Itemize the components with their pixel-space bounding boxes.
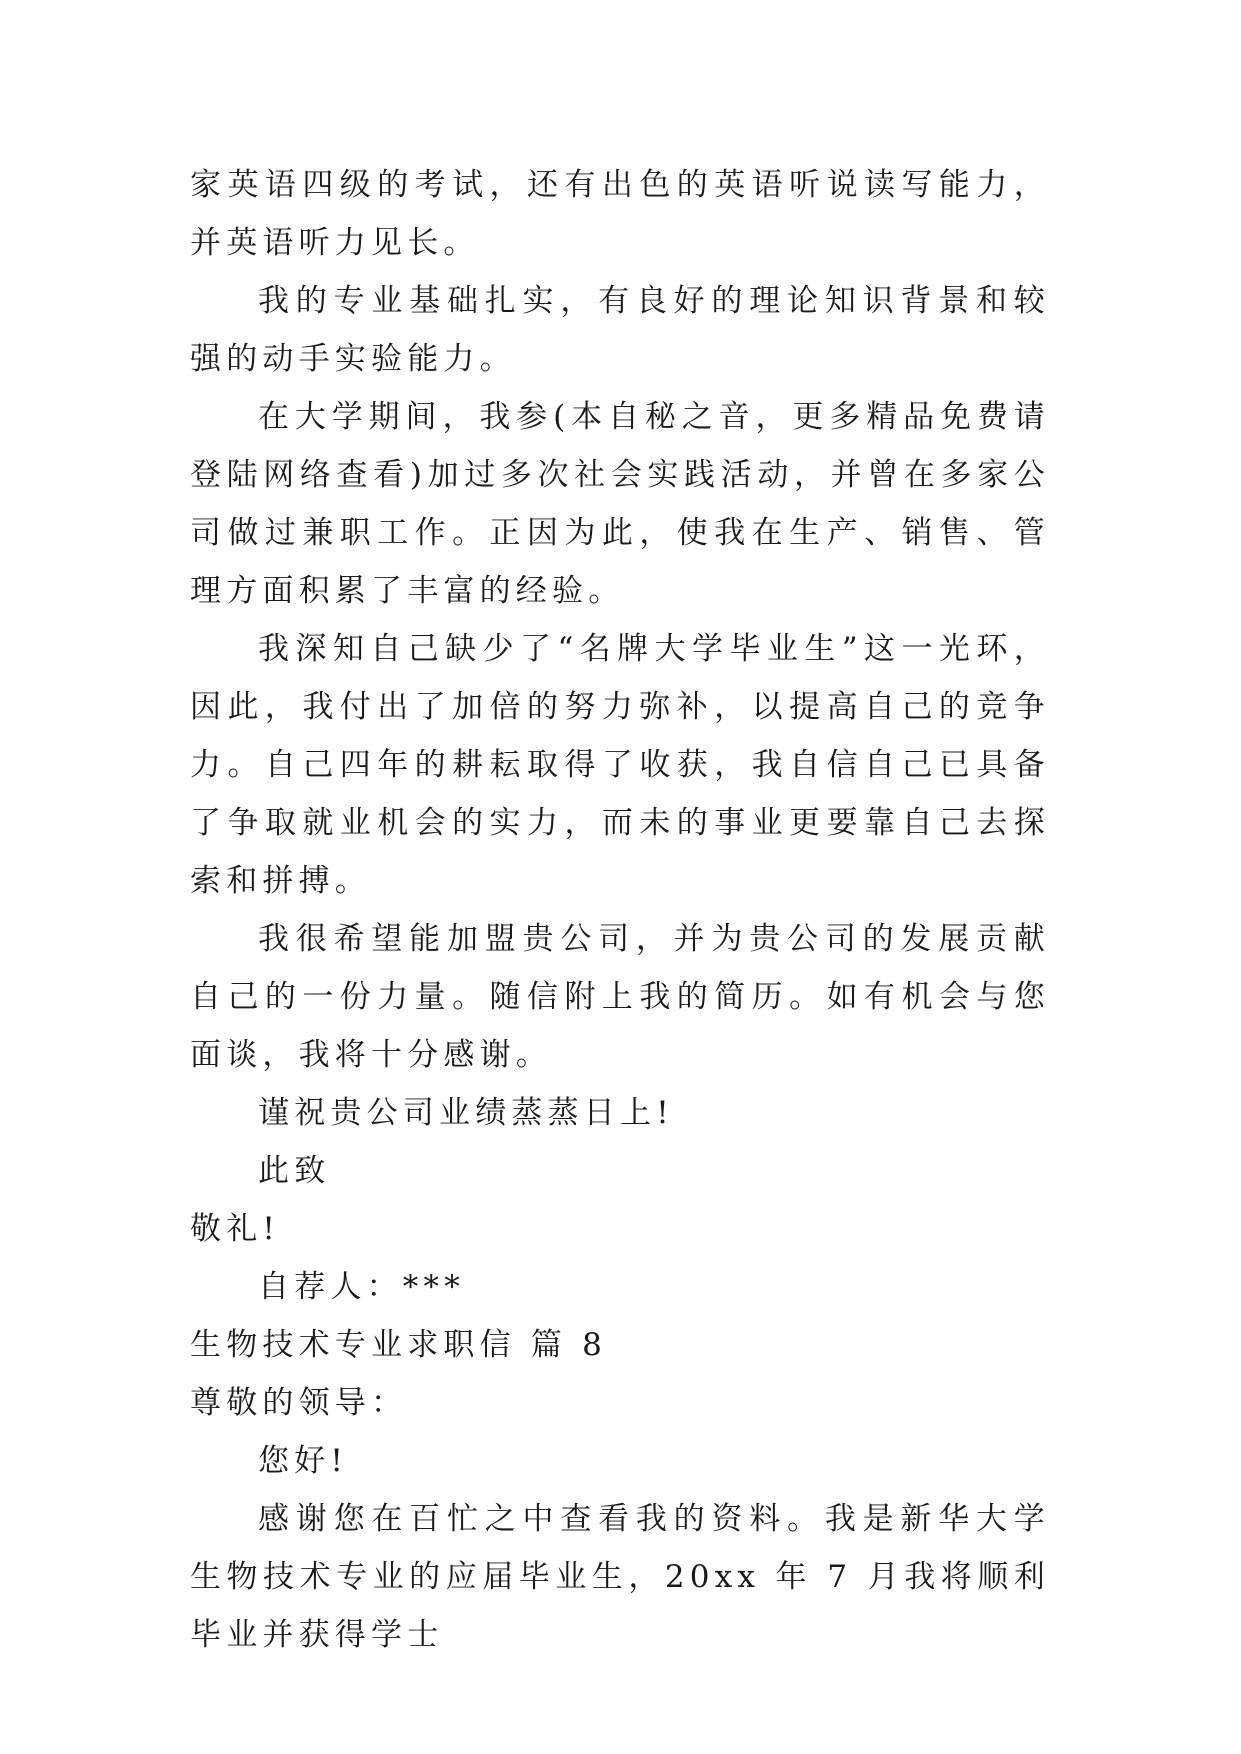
closing-wish: 谨祝贵公司业绩蒸蒸日上! [258, 1095, 674, 1131]
signature-line: 自荐人：*** [258, 1269, 465, 1305]
closing-salutation: 此致 [258, 1153, 331, 1189]
paragraph-introduction: 感谢您在百忙之中查看我的资料。我是新华大学生物技术专业的应届毕业生，20xx 年 7 月我将顺利毕业并获得学士 [190, 1501, 1050, 1653]
document-body [190, 156, 1050, 1664]
letter-hello: 您好! [258, 1443, 349, 1479]
paragraph-competitiveness: 我深知自己缺少了“名牌大学毕业生”这一光环，因此，我付出了加倍的努力弥补，以提高自己的竞争力。自己四年的耕耘取得了收获，我自信自己已具备了争取就业机会的实力，而未的事业更要靠自己去探索和拼搏。 [190, 631, 1050, 899]
closing-respect: 敬礼! [190, 1211, 281, 1247]
paragraph-english-ability: 家英语四级的考试，还有出色的英语听说读写能力，并英语听力见长。 [190, 167, 1050, 261]
paragraph-professional-foundation: 我的专业基础扎实，有良好的理论知识背景和较强的动手实验能力。 [190, 283, 1050, 377]
letter-greeting: 尊敬的领导： [190, 1385, 408, 1421]
section-heading: 生物技术专业求职信 篇 8 [190, 1327, 608, 1363]
paragraph-join-company: 我很希望能加盟贵公司，并为贵公司的发展贡献自己的一份力量。随信附上我的简历。如有机会与您面谈，我将十分感谢。 [190, 921, 1050, 1073]
paragraph-social-practice: 在大学期间，我参(本自秘之音，更多精品免费请登陆网络查看)加过多次社会实践活动，并曾在多家公司做过兼职工作。正因为此，使我在生产、销售、管理方面积累了丰富的经验。 [190, 399, 1050, 609]
